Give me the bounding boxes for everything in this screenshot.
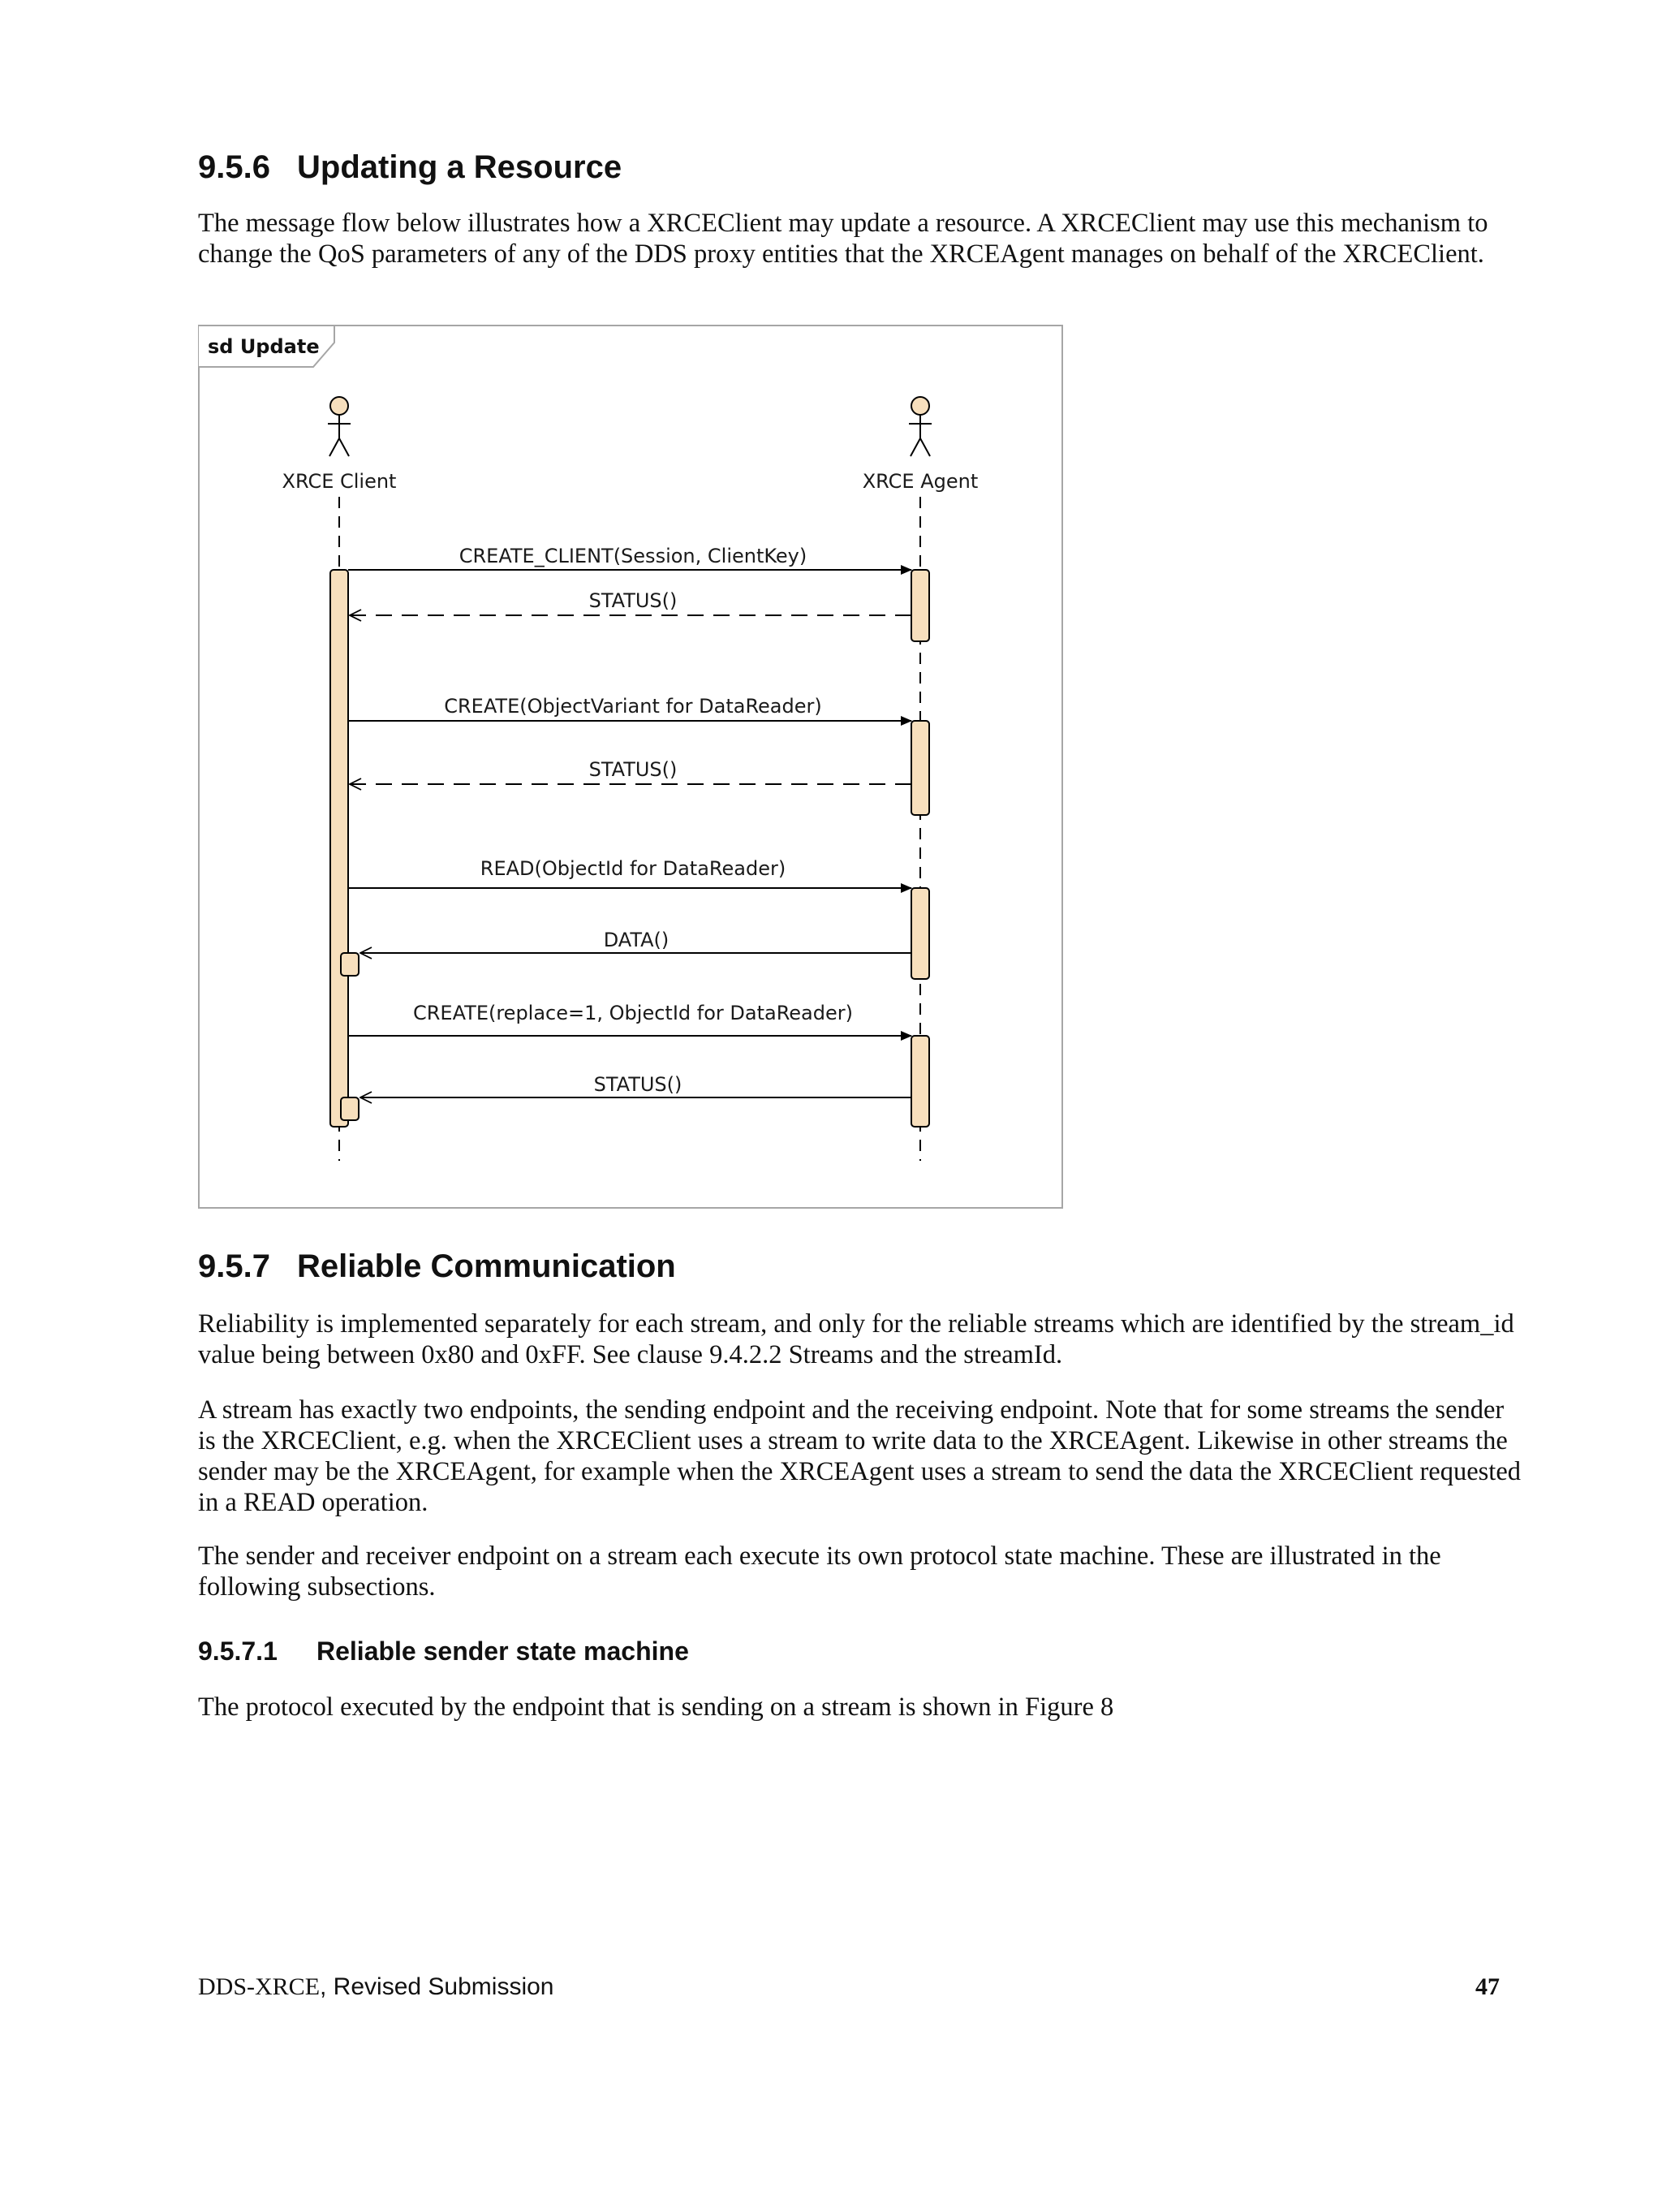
section-957-paragraph-2: A stream has exactly two endpoints, the sending endpoint and the receiving endpoint. Note that for some streams the sender is the XRCEClient, e.g. when the XRCEClient uses a stream to write data to the XRCEAgent. Likewise in other streams the sender may be the XRCEAgent, for example when the XRCEAgent uses a stream to send the data the XRCEClient requested in a READ operation. [198, 1395, 1521, 1517]
section-number: 9.5.6 [198, 149, 270, 185]
message-label: CREATE_CLIENT(Session, ClientKey) [459, 545, 807, 567]
message-label: DATA() [603, 929, 670, 951]
section-heading-957 [198, 1247, 676, 1286]
client-activation-nested [341, 953, 359, 976]
section-heading-9571 [198, 1635, 689, 1667]
footer-document-title [198, 1973, 553, 2002]
agent-activation-bar [911, 721, 929, 815]
sequence-diagram [198, 325, 1063, 1209]
section-number: 9.5.7.1 [198, 1636, 278, 1666]
agent-activation-bar [911, 888, 929, 979]
page-number: 47 [1475, 1973, 1500, 2000]
section-number: 9.5.7 [198, 1248, 270, 1284]
client-activation-bar [330, 570, 348, 1127]
message-label: STATUS() [588, 589, 678, 612]
section-title: Reliable Communication [297, 1248, 676, 1284]
section-957-paragraph-3: The sender and receiver endpoint on a stream each execute its own protocol state machine. These are illustrated in the following subsections. [198, 1542, 1441, 1602]
message-label: STATUS() [593, 1073, 682, 1096]
section-9571-paragraph: The protocol executed by the endpoint that is sending on a stream is shown in Figure 8 [198, 1692, 1114, 1722]
footer-doc-prefix: DDS-XRCE [198, 1973, 321, 2000]
section-title: Reliable sender state machine [316, 1636, 689, 1666]
message-label: CREATE(ObjectVariant for DataReader) [444, 695, 822, 718]
agent-lifeline-label: XRCE Agent [862, 470, 979, 493]
message-label: CREATE(replace=1, ObjectId for DataReader) [413, 1002, 853, 1024]
section-957-paragraph-1: Reliability is implemented separately for each stream, and only for the reliable streams which are identified by the stream_id value being between 0x80 and 0xFF. See clause 9.4.2.2 Streams and the streamId. [198, 1309, 1514, 1369]
message-label: STATUS() [588, 758, 678, 781]
client-lifeline-label: XRCE Client [282, 470, 397, 493]
message-label: READ(ObjectId for DataReader) [480, 857, 786, 880]
agent-activation-bar [911, 1036, 929, 1127]
frame-label: sd Update [208, 335, 320, 358]
agent-activation-bar [911, 570, 929, 641]
section-title: Updating a Resource [297, 149, 622, 185]
client-activation-nested [341, 1097, 359, 1120]
footer-doc-suffix: , Revised Submission [320, 1973, 554, 2000]
section-956-paragraph: The message flow below illustrates how a XRCEClient may update a resource. A XRCEClient may use this mechanism to change the QoS parameters of any of the DDS proxy entities that the XRCEAgent manages on behalf of the XRCEClient. [198, 209, 1488, 269]
section-heading-956 [198, 148, 622, 187]
